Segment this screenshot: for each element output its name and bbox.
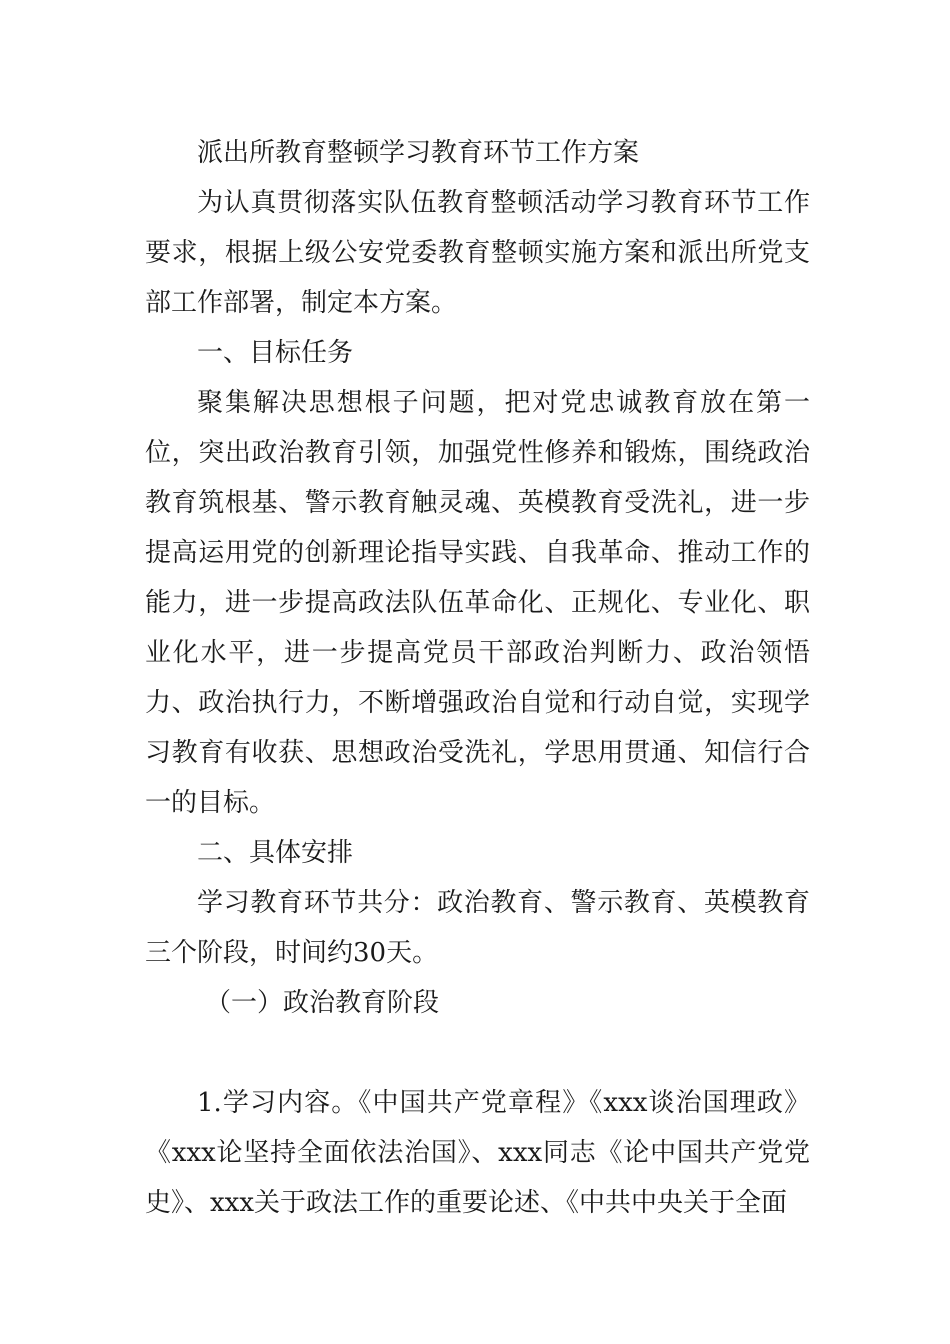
arrangement-paragraph: 学习教育环节共分：政治教育、警示教育、英模教育三个阶段，时间约30天。 xyxy=(145,888,810,968)
subsection-heading-political-education: （一）政治教育阶段 xyxy=(205,988,440,1018)
paragraph-gap xyxy=(145,1028,810,1078)
goals-paragraph: 聚集解决思想根子问题，把对党忠诚教育放在第一位，突出政治教育引领，加强党性修养和锻炼，围绕政治教育筑根基、警示教育触灵魂、英模教育受洗礼，进一步提高运用党的创新理论指导实践、自我革命、推动工作的能力，进一步提高政法队伍革命化、正规化、专业化、职业化水平，进一步提高党员干部政治判断力、政治领悟力、政治执行力，不断增强政治自觉和行动自觉，实现学习教育有收获、思想政治受洗礼，学思用贯通、知信行合一的目标。 xyxy=(145,388,810,818)
study-content-paragraph: 1.学习内容。《中国共产党章程》《xxx谈治国理政》《xxx论坚持全面依法治国》、xxx同志《论中国共产党党史》、xxx关于政法工作的重要论述、《中共中央关于全面 xyxy=(145,1088,810,1218)
document-title: 派出所教育整顿学习教育环节工作方案 xyxy=(197,138,640,168)
intro-paragraph: 为认真贯彻落实队伍教育整顿活动学习教育环节工作要求，根据上级公安党委教育整顿实施方案和派出所党支部工作部署，制定本方案。 xyxy=(145,188,810,318)
document-page xyxy=(145,128,810,1228)
section-heading-goals: 一、目标任务 xyxy=(197,338,354,368)
section-heading-arrangement: 二、具体安排 xyxy=(197,838,354,868)
